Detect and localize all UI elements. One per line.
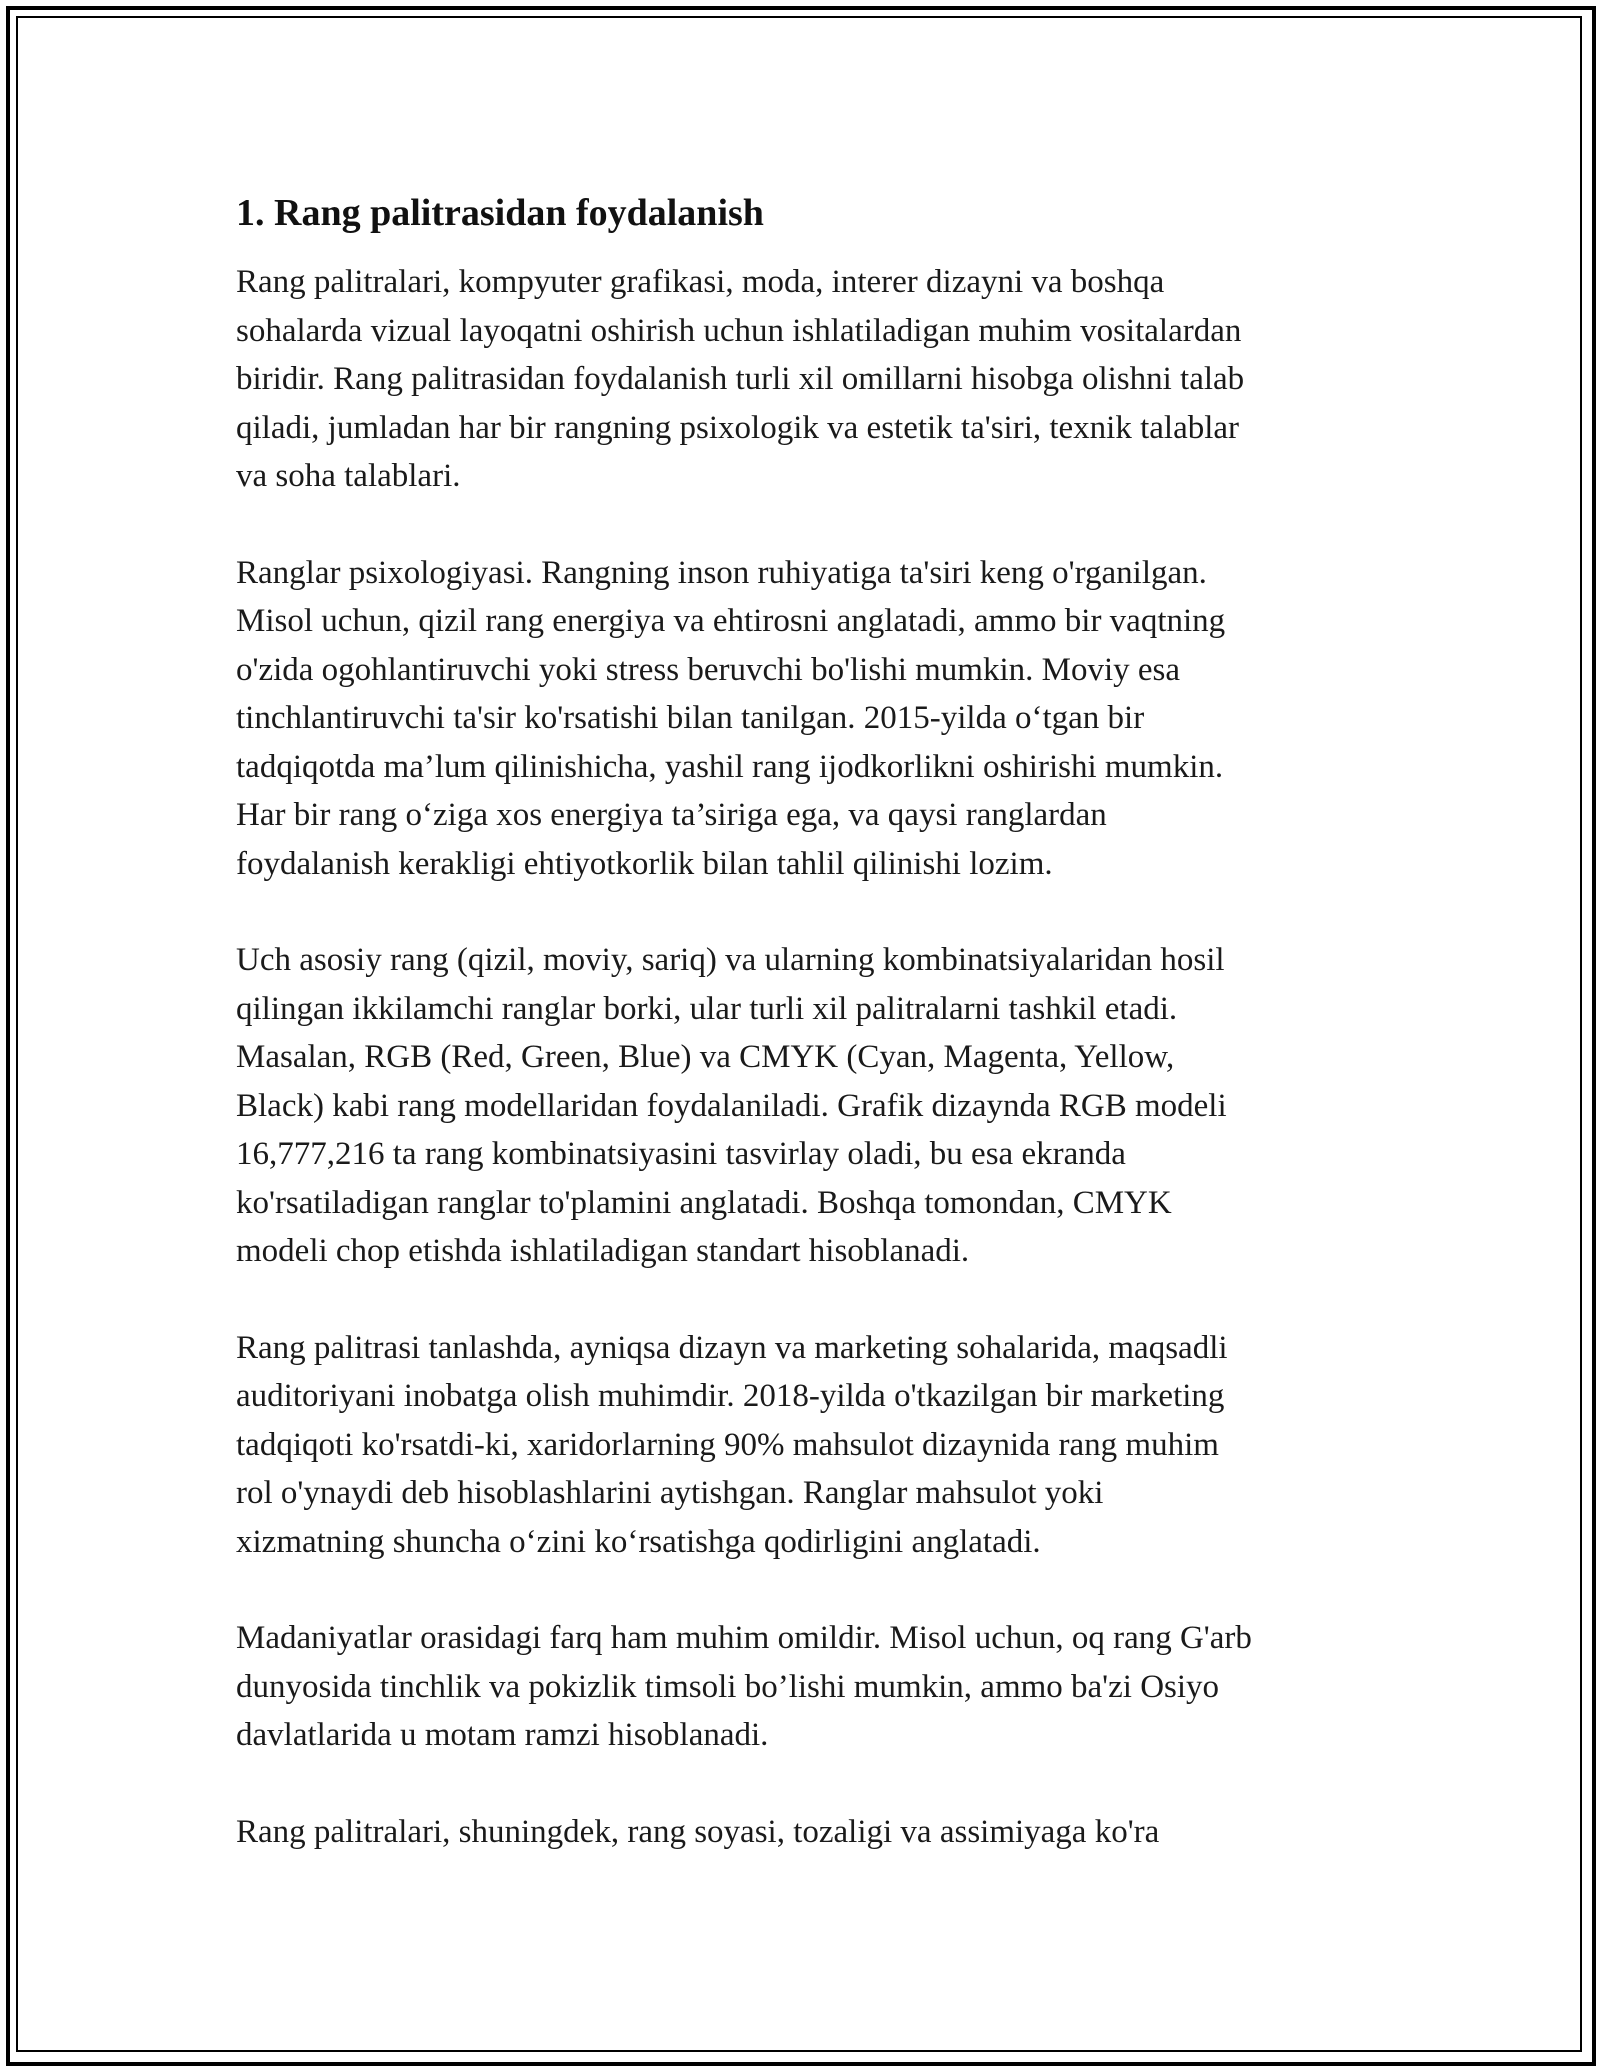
text-line: davlatlarida u motam ramzi hisoblanadi. xyxy=(236,1717,769,1753)
paragraph-color-models xyxy=(236,936,1406,1276)
text-line: Rang palitrasi tanlashda, ayniqsa dizayn va marketing sohalarida, maqsadli xyxy=(236,1329,1228,1366)
text-line: qilingan ikkilamchi ranglar borki, ular turli xil palitralarni tashkil etadi. xyxy=(236,990,1178,1027)
section-heading: 1. Rang palitrasidan foydalanish xyxy=(236,192,764,234)
text-line: qiladi, jumladan har bir rangning psixologik va estetik ta'siri, texnik talablar xyxy=(236,409,1240,446)
text-line: o'zida ogohlantiruvchi yoki stress beruvchi bo'lishi mumkin. Moviy esa xyxy=(236,651,1181,688)
text-line: tadqiqoti ko'rsatdi-ki, xaridorlarning 90% mahsulot dizaynida rang muhim xyxy=(236,1426,1219,1463)
paragraph-cultures xyxy=(236,1614,1406,1760)
text-line: xizmatning shuncha o‘zini ko‘rsatishga qodirligini anglatadi. xyxy=(236,1523,1041,1560)
text-line: biridir. Rang palitrasidan foydalanish turli xil omillarni hisobga olishni talab xyxy=(236,361,1245,397)
text-line: Rang palitralari, shuningdek, rang soyasi, tozaligi va assimiyaga ko'ra xyxy=(236,1813,1160,1850)
text-line: tadqiqotda ma’lum qilinishicha, yashil rang ijodkorlikni oshirishi mumkin. xyxy=(236,748,1224,785)
text-line: tinchlantiruvchi ta'sir ko'rsatishi bilan tanilgan. 2015-yilda o‘tgan bir xyxy=(236,700,1145,736)
paragraph-psychology xyxy=(236,549,1406,889)
paragraph-intro xyxy=(236,258,1406,501)
text-line: Misol uchun, qizil rang energiya va ehtirosni anglatadi, ammo bir vaqtning xyxy=(236,603,1226,639)
text-line: Masalan, RGB (Red, Green, Blue) va CMYK (Cyan, Magenta, Yellow, xyxy=(236,1039,1175,1075)
text-line: Madaniyatlar orasidagi farq ham muhim omildir. Misol uchun, oq rang G'arb xyxy=(236,1620,1252,1656)
document-body xyxy=(236,186,1406,1904)
text-line: rol o'ynaydi deb hisoblashlarini aytishgan. Ranglar mahsulot yoki xyxy=(236,1475,1104,1511)
text-line: auditoriyani inobatga olish muhimdir. 2018-yilda o'tkazilgan bir marketing xyxy=(236,1378,1225,1414)
text-line: dunyosida tinchlik va pokizlik timsoli bo’lishi mumkin, ammo ba'zi Osiyo xyxy=(236,1668,1220,1705)
paragraph-continuation xyxy=(236,1808,1406,1857)
text-line: 16,777,216 ta rang kombinatsiyasini tasvirlay oladi, bu esa ekranda xyxy=(236,1136,1126,1172)
text-line: sohalarda vizual layoqatni oshirish uchun ishlatiladigan muhim vositalardan xyxy=(236,312,1242,349)
text-line: Har bir rang o‘ziga xos energiya ta’siriga ega, va qaysi ranglardan xyxy=(236,797,1107,833)
text-line: va soha talablari. xyxy=(236,458,461,494)
text-line: Rang palitralari, kompyuter grafikasi, moda, interer dizayni va boshqa xyxy=(236,264,1165,300)
text-line: modeli chop etishda ishlatiladigan standart hisoblanadi. xyxy=(236,1233,970,1269)
text-line: foydalanish kerakligi ehtiyotkorlik bilan tahlil qilinishi lozim. xyxy=(236,845,1053,882)
text-line: Black) kabi rang modellaridan foydalaniladi. Grafik dizaynda RGB modeli xyxy=(236,1087,1227,1124)
text-line: Uch asosiy rang (qizil, moviy, sariq) va ularning kombinatsiyalaridan hosil xyxy=(236,942,1225,978)
text-line: ko'rsatiladigan ranglar to'plamini anglatadi. Boshqa tomondan, CMYK xyxy=(236,1184,1172,1221)
text-line: Ranglar psixologiyasi. Rangning inson ruhiyatiga ta'siri keng o'rganilgan. xyxy=(236,554,1207,591)
paragraph-marketing xyxy=(236,1324,1406,1567)
